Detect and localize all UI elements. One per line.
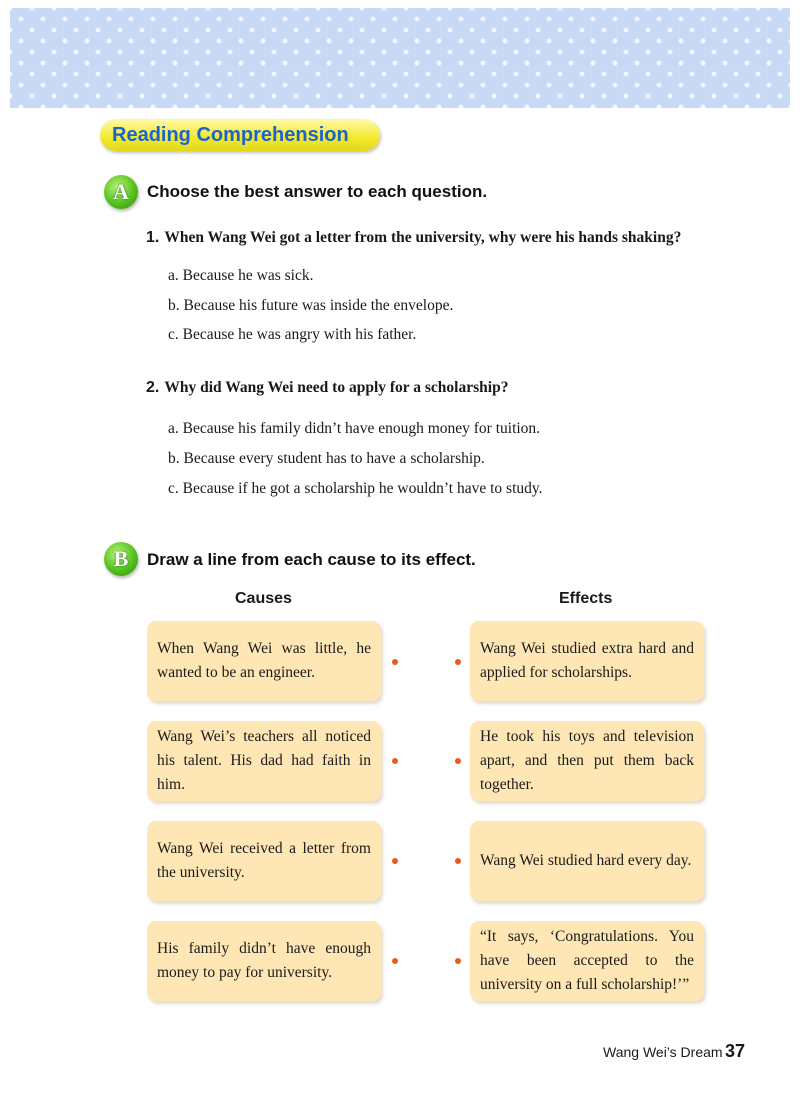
effect-text: He took his toys and television apart, and then put them back together.	[480, 728, 694, 793]
question-number: 2.	[146, 379, 160, 396]
cause-text: When Wang Wei was little, he wanted to be an engineer.	[157, 640, 371, 681]
section-a-instruction: Choose the best answer to each question.	[147, 182, 488, 201]
cause-box-2	[147, 721, 381, 801]
footer-book-title: Wang Wei’s Dream	[603, 1044, 723, 1060]
cause-text: Wang Wei received a letter from the university.	[157, 840, 371, 881]
option-1b[interactable]: b. Because his future was inside the envelope.	[168, 297, 454, 314]
cause-text: His family didn’t have enough money to pay for university.	[157, 940, 371, 981]
section-b-badge: B	[104, 542, 138, 576]
option-2a[interactable]: a. Because his family didn’t have enough money for tuition.	[168, 420, 541, 437]
option-2c[interactable]: c. Because if he got a scholarship he wouldn’t have to study.	[168, 480, 543, 497]
question-text: Why did Wang Wei need to apply for a scholarship?	[164, 379, 509, 396]
cause-dot-3[interactable]	[392, 858, 398, 864]
option-1a[interactable]: a. Because he was sick.	[168, 267, 314, 284]
cause-dot-4[interactable]	[392, 958, 398, 964]
cause-box-1	[147, 621, 381, 701]
section-heading: Reading Comprehension	[100, 119, 380, 151]
effect-text: Wang Wei studied extra hard and applied for scholarships.	[480, 640, 694, 681]
question-1	[146, 229, 681, 247]
question-2	[146, 379, 508, 397]
effect-text: Wang Wei studied hard every day.	[480, 852, 692, 869]
section-a-badge: A	[104, 175, 138, 209]
effect-dot-3[interactable]	[455, 858, 461, 864]
header-banner	[10, 8, 790, 108]
page-number: 37	[725, 1041, 746, 1061]
option-2b[interactable]: b. Because every student has to have a scholarship.	[168, 450, 485, 467]
effect-box-4	[470, 921, 704, 1001]
effect-box-1	[470, 621, 704, 701]
cause-dot-1[interactable]	[392, 659, 398, 665]
section-b-instruction: Draw a line from each cause to its effect.	[147, 550, 476, 569]
effect-dot-4[interactable]	[455, 958, 461, 964]
causes-heading: Causes	[235, 590, 292, 607]
effect-box-2	[470, 721, 704, 801]
effect-text: “It says, ‘Congratulations. You have been accepted to the university on a full scholarship!’”	[480, 928, 694, 993]
cause-dot-2[interactable]	[392, 758, 398, 764]
cause-box-3	[147, 821, 381, 901]
cause-box-4	[147, 921, 381, 1001]
effect-dot-1[interactable]	[455, 659, 461, 665]
cause-text: Wang Wei’s teachers all noticed his talent. His dad had faith in him.	[157, 728, 371, 793]
question-text: When Wang Wei got a letter from the university, why were his hands shaking?	[164, 229, 682, 246]
question-number: 1.	[146, 229, 160, 246]
effect-dot-2[interactable]	[455, 758, 461, 764]
option-1c[interactable]: c. Because he was angry with his father.	[168, 326, 417, 343]
effects-heading: Effects	[559, 590, 613, 607]
effect-box-3	[470, 821, 704, 901]
